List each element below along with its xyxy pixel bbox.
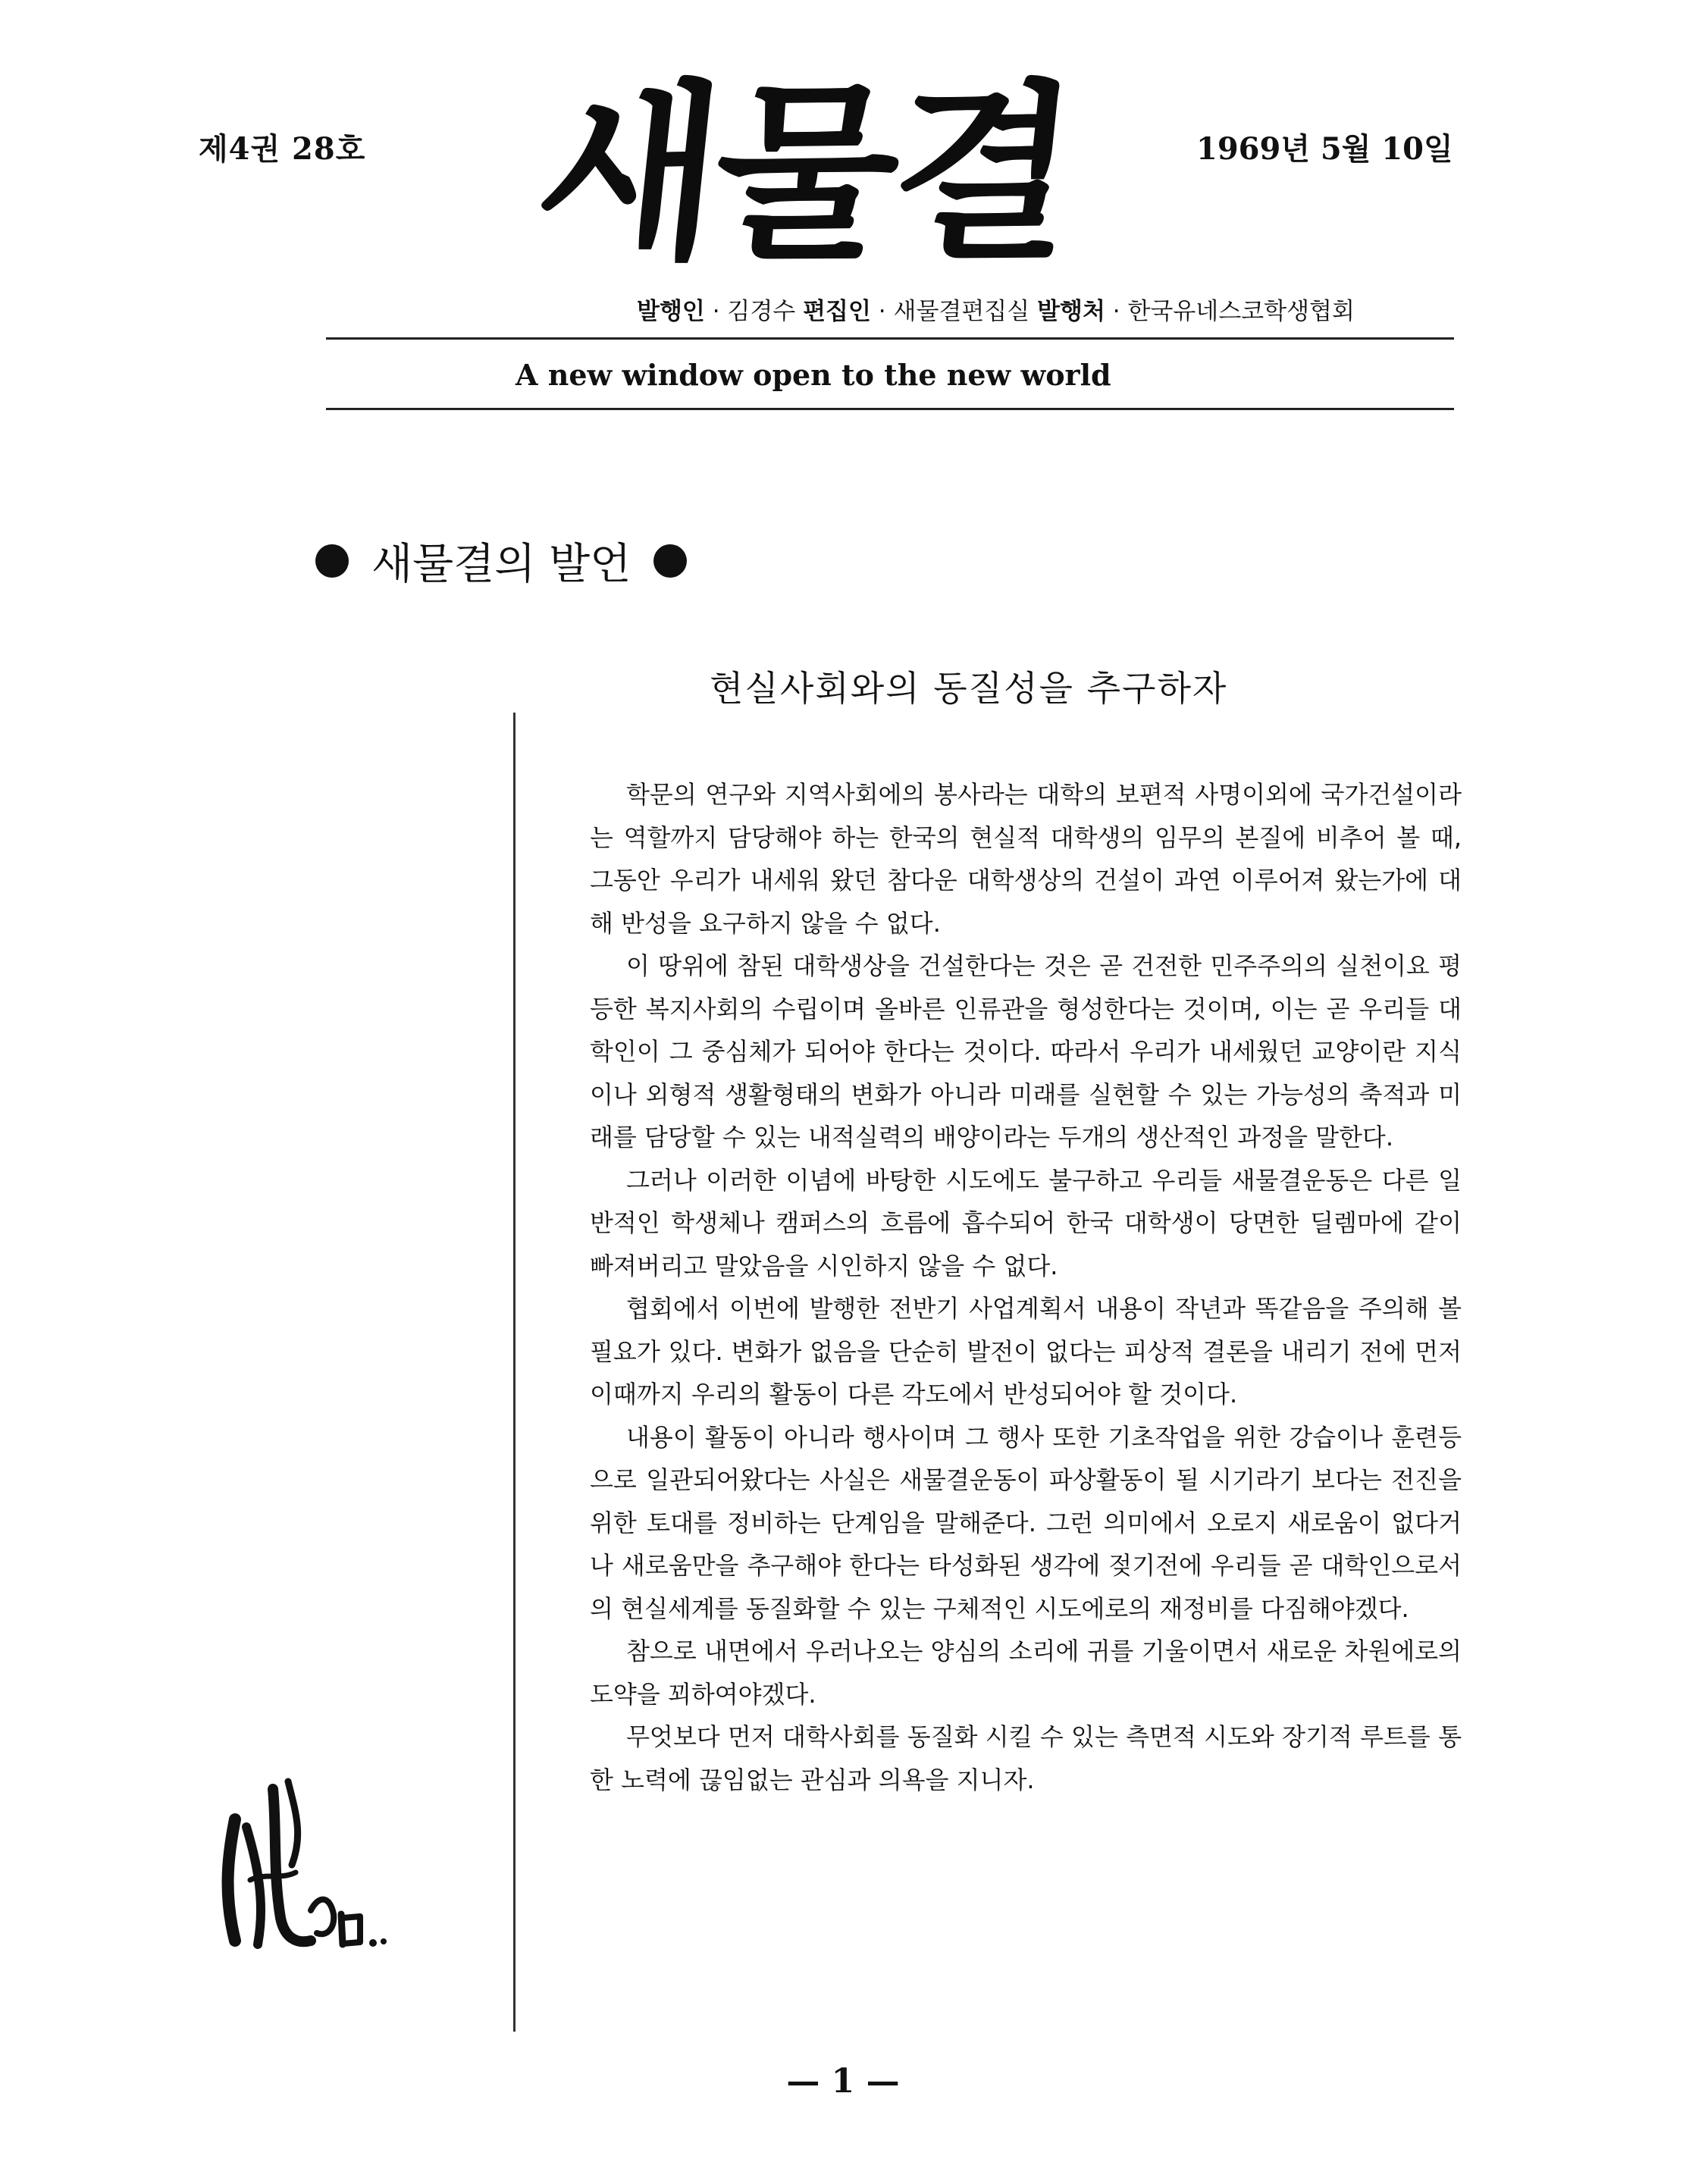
publication-date: 1969년 5월 10일: [1196, 131, 1453, 167]
paragraph: 그러나 이러한 이념에 바탕한 시도에도 불구하고 우리들 새물결운동은 다른 일반적인 학생체나 캠퍼스의 흐름에 흡수되어 한국 대학생이 당면한 딜렘마에 같이 빠져버리고 말았음을 시인하지 않을 수 없다.: [590, 1165, 1462, 1280]
section-heading: [315, 531, 687, 591]
article-title: 현실사회와의 동질성을 추구하자: [710, 668, 1228, 709]
section-label: 새물결의 발언: [371, 540, 631, 589]
publisher-label: 발행인: [637, 298, 705, 325]
publisher-line: [637, 292, 1355, 326]
page-number: — 1 —: [786, 2062, 900, 2101]
issuer-name: 한국유네스코학생협회: [1127, 298, 1355, 325]
editor-label: 편집인: [803, 298, 871, 325]
paragraph: 참으로 내면에서 우러나오는 양심의 소리에 귀를 기울이면서 새로운 차원에로의 도약을 꾀하여야겠다.: [590, 1637, 1462, 1709]
publisher-name: 김경수: [727, 298, 796, 325]
issuer-label: 발행처: [1037, 298, 1105, 325]
signature-image: [205, 1766, 417, 1963]
newspaper-logo: 새물결: [526, 64, 1081, 284]
article-body: [590, 773, 1462, 1801]
paragraph: 이 땅위에 참된 대학생상을 건설한다는 것은 곧 건전한 민주주의의 실천이요 평등한 복지사회의 수립이며 올바른 인류관을 형성한다는 것이며, 이는 곧 우리들 대학인이 그 중심체가 되어야 한다는 것이다. 따라서 우리가 내세웠던 교양이란 지식이나 외형적 생활형태의 변화가 아니라 미래를 실현할 수 있는 가능성의 축적과 미래를 담당할 수 있는 내적실력의 배양이라는 두개의 생산적인 과정을 말한다.: [590, 951, 1462, 1152]
separator: ·: [870, 298, 894, 325]
separator: ·: [704, 298, 728, 325]
paragraph: 무엇보다 먼저 대학사회를 동질화 시킬 수 있는 측면적 시도와 장기적 루트를 통한 노력에 끊임없는 관심과 의욕을 지니자.: [590, 1722, 1462, 1794]
paragraph: 내용이 활동이 아니라 행사이며 그 행사 또한 기초작업을 위한 강습이나 훈련등으로 일관되어왔다는 사실은 새물결운동이 파상활동이 될 시기라기 보다는 전진을 위한 토대를 정비하는 단계임을 말해준다. 그런 의미에서 오로지 새로움이 없다거나 새로움만을 추구해야 한다는 타성화된 생각에 젖기전에 우리들 곧 대학인으로서의 현실세계를 동질화할 수 있는 구체적인 시도에로의 재정비를 다짐해야겠다.: [590, 1422, 1462, 1623]
separator: ·: [1105, 298, 1128, 325]
editor-name: 새물결편집실: [893, 298, 1030, 325]
issue-number: 제4권 28호: [199, 131, 366, 167]
paragraph: 협회에서 이번에 발행한 전반기 사업계획서 내용이 작년과 똑같음을 주의해 볼 필요가 있다. 변화가 없음을 단순히 발전이 없다는 피상적 결론을 내리기 전에 먼저 이때까지 우리의 활동이 다른 각도에서 반성되어야 할 것이다.: [590, 1294, 1462, 1408]
divider-top: [326, 337, 1454, 340]
paragraph: 학문의 연구와 지역사회에의 봉사라는 대학의 보편적 사명이외에 국가건설이라는 역할까지 담당해야 하는 한국의 현실적 대학생의 임무의 본질에 비추어 볼 때, 그동안 우리가 내세워 왔던 참다운 대학생상의 건설이 과연 이루어져 왔는가에 대해 반성을 요구하지 않을 수 없다.: [590, 780, 1462, 938]
bullet-icon: [315, 544, 349, 578]
bullet-icon: [653, 544, 687, 578]
divider-bottom: [326, 408, 1454, 410]
column-rule: [513, 713, 516, 2032]
motto: A new window open to the new world: [516, 358, 1111, 392]
